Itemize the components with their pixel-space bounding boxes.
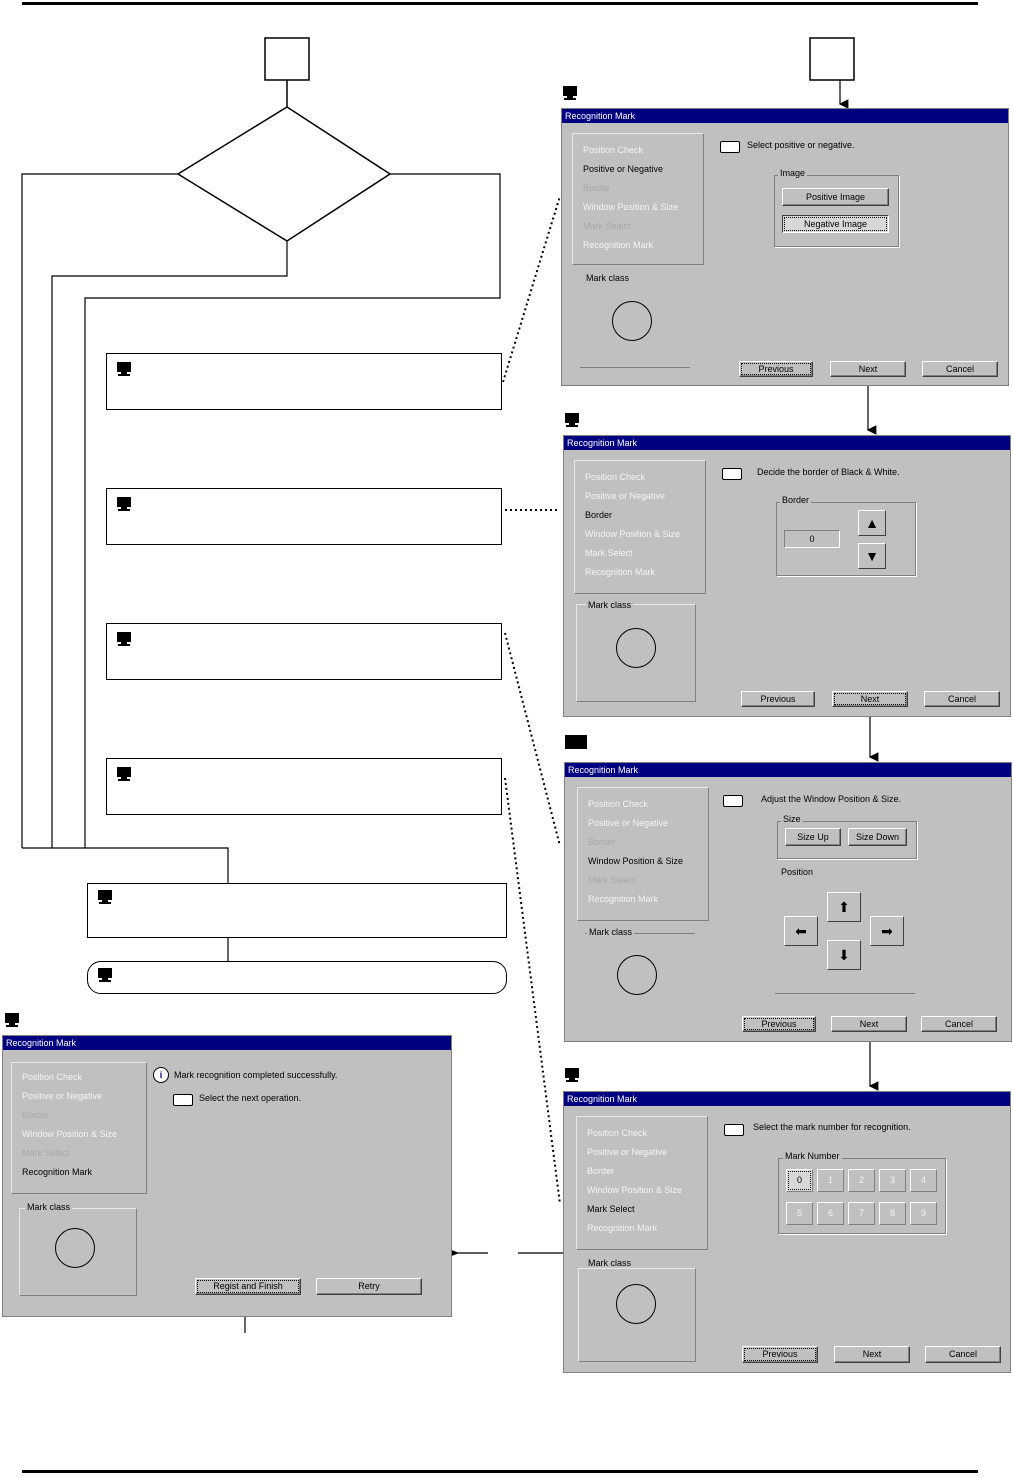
dialog-recognition-complete [2, 1035, 452, 1317]
next-button[interactable]: Next [830, 361, 906, 377]
step-list [574, 460, 706, 594]
move-right-button[interactable] [870, 916, 904, 946]
step-list [11, 1062, 147, 1194]
step-recognition: Recognition Mark [588, 894, 659, 904]
step-mark-select: Mark Select [587, 1204, 635, 1214]
mark-number-3[interactable]: 3 [879, 1169, 906, 1192]
process-box-mark-select [106, 758, 502, 815]
connector-box-left [265, 38, 309, 80]
prompt-text: Select the mark number for recognition. [753, 1122, 911, 1132]
pointing-hand-icon [720, 141, 740, 153]
mark-class-label: Mark class [586, 273, 630, 283]
mark-class-label: Mark class [27, 1202, 71, 1212]
step-recognition: Recognition Mark [583, 240, 654, 250]
mark-class-circle [617, 955, 657, 995]
positive-image-button[interactable]: Positive Image [782, 188, 889, 206]
monitor-icon [565, 735, 587, 749]
mark-class-label: Mark class [588, 1258, 632, 1268]
monitor-icon [117, 632, 131, 642]
step-mark-select: Mark Select [585, 548, 633, 558]
down-triangle-icon: ▼ [865, 548, 879, 564]
monitor-icon [565, 1068, 579, 1078]
monitor-icon [117, 497, 131, 507]
prompt-text: Decide the border of Black & White. [757, 467, 900, 477]
step-mark-select: Mark Select [588, 875, 636, 885]
mark-class-circle [616, 628, 656, 668]
arrow-right-icon: ➡ [881, 923, 893, 939]
arrow-up-icon: ⬆ [838, 899, 850, 915]
monitor-icon [565, 413, 579, 423]
step-list [572, 133, 704, 265]
step-border: Border [22, 1110, 50, 1120]
size-group-label: Size [783, 814, 801, 824]
dialog-title: Recognition Mark [564, 1092, 1010, 1106]
mark-number-7[interactable]: 7 [848, 1202, 875, 1225]
mark-number-9[interactable]: 9 [910, 1202, 937, 1225]
previous-button[interactable]: Previous [741, 691, 815, 707]
monitor-icon [117, 362, 131, 372]
pointing-hand-icon [724, 1124, 744, 1136]
pointing-hand-icon [722, 468, 742, 480]
step-mark-select: Mark Select [22, 1148, 70, 1158]
step-position-check: Position Check [22, 1072, 83, 1082]
next-button[interactable]: Next [832, 691, 908, 707]
step-positive-negative: Positive or Negative [583, 164, 664, 174]
decision-diamond [178, 107, 390, 241]
cancel-button[interactable]: Cancel [925, 1346, 1001, 1363]
status-message: Mark recognition completed successfully. [174, 1070, 338, 1080]
arrow-left-icon: ⬅ [795, 923, 807, 939]
step-recognition: Recognition Mark [587, 1223, 658, 1233]
regist-and-finish-button[interactable]: Regist and Finish [195, 1278, 301, 1295]
mark-class-label: Mark class [588, 600, 632, 610]
cancel-button[interactable]: Cancel [922, 361, 998, 377]
step-position-check: Position Check [585, 472, 646, 482]
monitor-icon [5, 1013, 19, 1023]
retry-button[interactable]: Retry [316, 1278, 422, 1295]
arrow-down-icon: ⬇ [838, 947, 850, 963]
next-button[interactable]: Next [831, 1016, 907, 1032]
up-triangle-icon: ▲ [865, 515, 879, 531]
step-recognition: Recognition Mark [22, 1167, 93, 1177]
dialog-title: Recognition Mark [562, 109, 1008, 123]
mark-class-label: Mark class [589, 927, 633, 937]
connector-box-right [810, 38, 854, 80]
mark-number-8[interactable]: 8 [879, 1202, 906, 1225]
step-mark-select: Mark Select [583, 221, 631, 231]
step-position-check: Position Check [588, 799, 649, 809]
image-group-label: Image [780, 168, 806, 178]
step-position-check: Position Check [583, 145, 644, 155]
step-window: Window Position & Size [588, 856, 684, 866]
monitor-icon [98, 890, 112, 900]
dialog-title: Recognition Mark [565, 763, 1011, 777]
step-position-check: Position Check [587, 1128, 648, 1138]
position-label: Position [781, 867, 814, 877]
monitor-icon [563, 86, 577, 96]
previous-button[interactable]: Previous [739, 361, 813, 377]
increase-button[interactable] [858, 510, 886, 536]
step-border: Border [585, 510, 613, 520]
info-icon: i [153, 1067, 169, 1083]
next-button[interactable]: Next [834, 1346, 910, 1363]
mark-number-0[interactable]: 0 [786, 1169, 813, 1192]
step-list [576, 1116, 708, 1250]
step-window: Window Position & Size [583, 202, 679, 212]
dialog-positive-negative [561, 108, 1009, 386]
step-window: Window Position & Size [22, 1129, 118, 1139]
step-positive-negative: Positive or Negative [22, 1091, 103, 1101]
step-border: Border [588, 837, 616, 847]
mark-number-4[interactable]: 4 [910, 1169, 937, 1192]
process-box-positive-negative [106, 353, 502, 410]
move-up-button[interactable] [827, 892, 861, 922]
size-down-button[interactable]: Size Down [848, 828, 907, 846]
cancel-button[interactable]: Cancel [921, 1016, 997, 1032]
border-group-label: Border [782, 495, 810, 505]
pointing-hand-icon [723, 795, 743, 807]
dialog-title: Recognition Mark [564, 436, 1010, 450]
prompt-text: Select the next operation. [199, 1093, 302, 1103]
step-positive-negative: Positive or Negative [585, 491, 666, 501]
dialog-border [563, 435, 1011, 717]
move-down-button[interactable] [827, 940, 861, 970]
step-border: Border [583, 183, 611, 193]
mark-number-5[interactable]: 5 [786, 1202, 813, 1225]
step-positive-negative: Positive or Negative [588, 818, 669, 828]
step-positive-negative: Positive or Negative [587, 1147, 668, 1157]
mark-number-6[interactable]: 6 [817, 1202, 844, 1225]
negative-image-button[interactable]: Negative Image [782, 215, 889, 233]
cancel-button[interactable]: Cancel [924, 691, 1000, 707]
step-window: Window Position & Size [587, 1185, 683, 1195]
previous-button[interactable]: Previous [742, 1016, 816, 1032]
step-border: Border [587, 1166, 615, 1176]
process-box-window [106, 623, 502, 680]
dialog-window-position-size [564, 762, 1012, 1042]
size-up-button[interactable]: Size Up [785, 828, 841, 846]
prompt-text: Select positive or negative. [747, 140, 855, 150]
terminal-box [87, 961, 507, 994]
mark-number-2[interactable]: 2 [848, 1169, 875, 1192]
image-group [774, 175, 899, 247]
process-box-border [106, 488, 502, 545]
dialog-mark-select [563, 1091, 1011, 1373]
step-window: Window Position & Size [585, 529, 681, 539]
decrease-button[interactable] [858, 543, 886, 569]
mark-number-1[interactable]: 1 [817, 1169, 844, 1192]
pointing-hand-icon [173, 1094, 193, 1106]
prompt-text: Adjust the Window Position & Size. [761, 794, 902, 804]
step-recognition: Recognition Mark [585, 567, 656, 577]
step-list [577, 787, 709, 921]
mark-number-label: Mark Number [785, 1151, 840, 1161]
move-left-button[interactable] [784, 916, 818, 946]
previous-button[interactable]: Previous [742, 1346, 818, 1363]
dialog-title: Recognition Mark [3, 1036, 451, 1050]
border-value-field[interactable]: 0 [784, 530, 840, 548]
process-box-recognition [87, 883, 507, 938]
monitor-icon [117, 767, 131, 777]
mark-class-circle [612, 301, 652, 341]
mark-class-circle [55, 1228, 95, 1268]
mark-class-circle [616, 1284, 656, 1324]
monitor-icon [98, 968, 112, 978]
